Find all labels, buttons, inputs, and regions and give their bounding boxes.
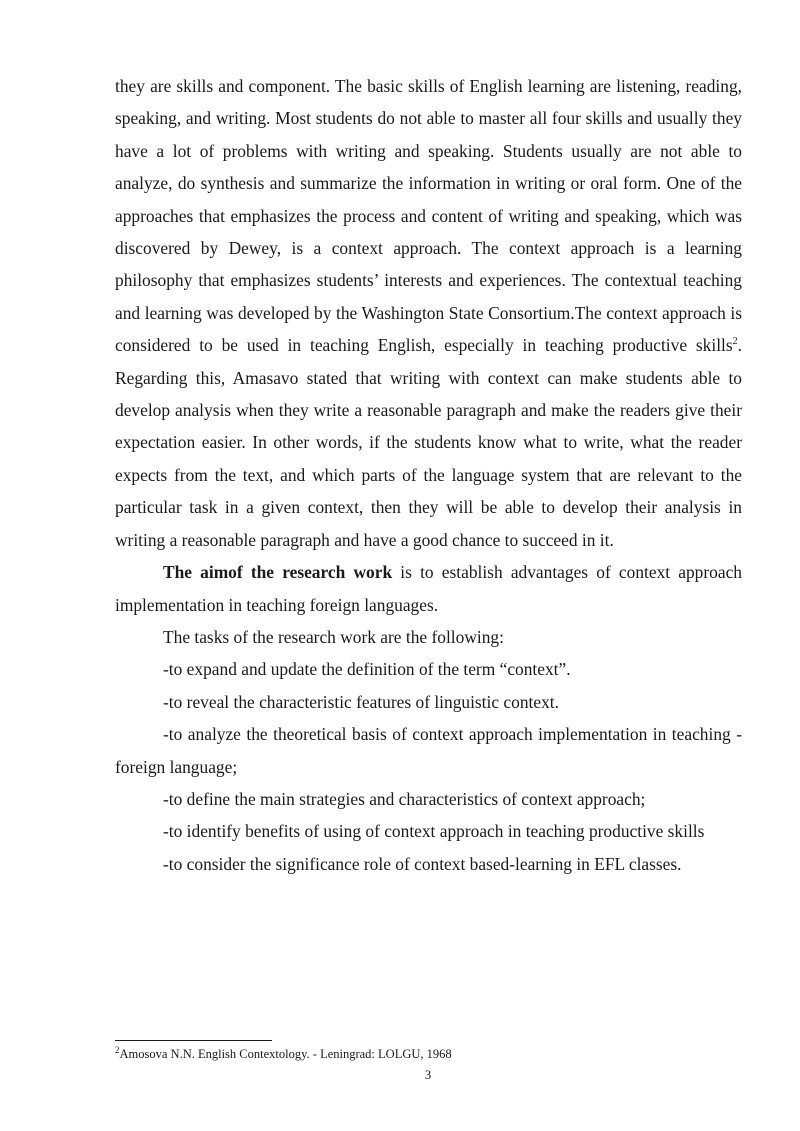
paragraph-text-continued: . Regarding this, Amasavo stated that writing with context can make students able to develop analysis when they write a reasonable paragraph and make the readers give their expectation easier. In other words, if the students know what to write, what the reader expects from the text, and which parts of the language system that are relevant to the particular task in a given context, then they will be able to develop their analysis in writing a reasonable paragraph and have a good chance to succeed in it. <box>115 335 742 550</box>
tasks-intro: The tasks of the research work are the following: <box>163 626 504 647</box>
page-number: 3 <box>424 1068 432 1082</box>
task-item-2: -to reveal the characteristic features of linguistic context. <box>163 691 559 712</box>
document-page <box>115 70 742 1070</box>
aim-text: is to establish advantages of context approach implementation in teaching foreign languages. <box>115 562 742 615</box>
task-item-1: -to expand and update the definition of the term “context”. <box>163 659 571 680</box>
task-item-6: -to consider the significance role of context based-learning in EFL classes. <box>163 853 682 874</box>
aim-heading: The aimof the research work <box>163 562 393 583</box>
paragraph-aim <box>115 556 742 621</box>
paragraph-text: they are skills and component. The basic skills of English learning are listening, reading, speaking, and writing. Most students do not able to master all four skills and usually they have a lot of problems with writing and speaking. Students usually are not able to analyze, do synthesis and summarize the information in writing or oral form. One of the approaches that emphasizes the process and content of writing and speaking, which was discovered by Dewey, is a context approach. The context approach is a learning philosophy that emphasizes students’ interests and experiences. The contextual teaching and learning was developed by the Washington State Consortium.The context approach is considered to be used in teaching English, especially in teaching productive skills <box>115 76 742 356</box>
footnote-reference: 2 <box>732 336 738 348</box>
footnote-marker: 2 <box>115 1044 120 1055</box>
footnote-text: Amosova N.N. English Contextology. - Leningrad: LOLGU, 1968 <box>119 1047 452 1061</box>
task-item-3: -to analyze the theoretical basis of context approach implementation in teaching -foreign language; <box>115 724 742 777</box>
task-item-5: -to identify benefits of using of context approach in teaching productive skills <box>163 821 705 842</box>
footnote-divider <box>115 1040 272 1041</box>
paragraph-context-approach <box>115 70 742 556</box>
body-text <box>115 70 742 880</box>
footnote <box>115 1046 452 1062</box>
task-item-4: -to define the main strategies and characteristics of context approach; <box>163 788 646 809</box>
